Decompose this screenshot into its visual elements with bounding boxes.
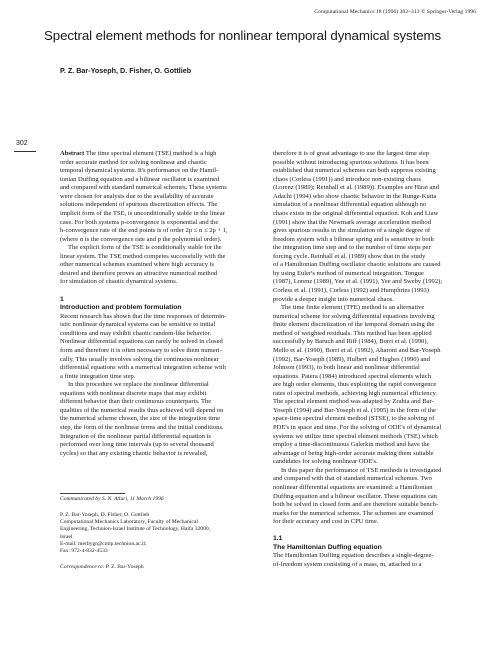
section-heading: The Hamiltonian Duffing equation	[273, 543, 382, 551]
spacer	[60, 287, 263, 296]
right-column-line: finite element discretization of the temporal domain using the	[273, 321, 435, 329]
right-column-line: systems we utilize time spectral element methods (TSE) which	[273, 432, 438, 440]
right-column-line: method of weighted residuals. This method has been applied	[273, 329, 432, 337]
right-column-line: candidates for solving nonlinear ODE's.	[273, 458, 378, 466]
right-column-line: of-freedom system consisting of a mass, m, attached to a	[273, 561, 422, 568]
left-column-line: solutions independent of spurious discretization effects. The	[60, 201, 218, 209]
left-column-line: h-convergence rate of the end points is of order 2p ≤ α ≤ 2p + 1,	[60, 227, 228, 235]
abstract-text: The time spectral element (TSE) method is a high	[84, 150, 217, 157]
right-column-line: Adachi (1994) who show chaotic behavior in the Runge-Kutta	[273, 192, 437, 200]
right-column-line: of a Hamiltonian Duffing oscillator chaotic solutions are caused	[273, 261, 441, 269]
left-column-line: differential equations with a numerical integration scheme with	[60, 364, 226, 372]
left-column-line: cally. This usually involves solving the continuous nonlinear	[60, 355, 219, 363]
right-column-line: PDE's in space and time. For the solving of ODE's of dynamical	[273, 424, 442, 431]
left-column-line: form and therefore it is often necessary to solve them numeri-	[60, 346, 222, 354]
right-column-line: In this paper the performance of TSE methods is investigated	[281, 466, 442, 474]
footnote-line	[60, 564, 270, 571]
right-column-line: chaos exists in the original differential equation. Koh and Liaw	[273, 209, 439, 217]
correspondence-label: Correspondence to:	[60, 564, 105, 571]
left-column-line: (where α is the convergence rate and p the polynomial order).	[60, 235, 222, 243]
left-column-line: step, the form of the nonlinear terms and the initial conditions.	[60, 424, 224, 431]
left-column	[60, 150, 263, 458]
page-number-rule	[14, 151, 36, 152]
left-column-line: istic nonlinear dynamical systems can be sensitive to initial	[60, 321, 216, 329]
right-column-line: established that numerical schemes can both suppress existing	[273, 167, 436, 175]
left-column-line: Nonlinear differential equations can rarely be solved in closed	[60, 338, 223, 346]
left-column-line: performed over long time intervals (up to several thousand	[60, 441, 214, 449]
right-column-line: The time finite element (TFE) method is an alternative	[281, 304, 425, 312]
spacer	[60, 503, 270, 512]
section-number: 1	[60, 295, 64, 303]
right-column-line: gives spurious results in the simulation of a single degree of	[273, 227, 431, 235]
right-column-line: equations. Patera (1984) introduced spectral elements which	[273, 372, 431, 380]
left-column-line: for simulation of chaotic dynamical systems.	[60, 278, 178, 286]
left-column-line: desired and therefore proves an attractive numerical method	[60, 269, 218, 277]
footnote-line: Communicated by S. N. Atluri, 11 March 1996	[60, 496, 164, 502]
left-column-line: different behavior than their continuous counterparts. The	[60, 398, 212, 406]
footnote-line: Israel	[60, 533, 73, 540]
right-column-line: by using Euler's method of numerical integration. Tongue	[273, 269, 424, 277]
right-column-line: Duffing equation and a bilinear oscillator. These equations can	[273, 492, 437, 500]
spacer	[60, 556, 270, 565]
abstract-label: Abstract	[60, 150, 85, 157]
footnote-line: Fax: 972-4-832-4533	[60, 548, 108, 555]
left-column-line: linear system. The TSE method competes successfully with the	[60, 252, 226, 260]
right-column-line: (1992), Bar-Yoseph (1989), Hulbert and Hughes (1990) and	[273, 355, 430, 363]
left-column-line: tonian Duffing equation and a bilinear oscillator is examined	[60, 175, 220, 183]
right-column-line: therefore it is of great advantage to use the largest time step	[273, 150, 430, 157]
right-column-line: forcing cycle. Reinhall et al. (1989) show that in the study	[273, 252, 426, 260]
right-column-line: freedom system with a bilinear spring and is sensitive to both	[273, 235, 434, 243]
right-column-line: the integration time step and to the number of time steps per	[273, 244, 431, 252]
journal-header: Computational Mechanics 18 (1996) 302–313 © Springer-Verlag 1996	[314, 9, 476, 15]
left-column-line: In this procedure we replace the nonlinear differential	[68, 381, 209, 389]
left-column-line: The explicit form of the TSE is conditionally stable for the	[68, 244, 222, 252]
left-column-line: other numerical schemes examined where high accuracy is	[60, 261, 214, 269]
left-column-line: Integration of the nonlinear partial differential equation is	[60, 432, 211, 440]
right-column-line: advantage of being high-order accurate making them suitable	[273, 449, 434, 457]
footnote-block	[60, 496, 270, 572]
right-column-line: Mello et al. (1990), Borri et al. (1992), Aharoni and Bar-Yoseph	[273, 346, 441, 354]
right-column-line: Corless et al. (1991), Corless (1992) and Humphries (1993)	[273, 287, 430, 294]
right-column-line: successfully by Baruch and Riff (1984), Borri et al. (1990),	[273, 338, 429, 346]
correspondence-name: P. Z. Bar-Yoseph	[104, 564, 144, 571]
right-column-line: provide a deeper insight into numerical chaos.	[273, 295, 394, 303]
right-column-line: (Lorenz (1989); Reinhall et al. (1989)). Examples are Hirai and	[273, 184, 439, 192]
right-column-line: employ a time-discontinuous Galerkin method and have the	[273, 441, 430, 449]
left-column-line: implicit form of the TSE, is unconditionally stable in the linear	[60, 209, 225, 217]
right-column-line: Johnson (1993), to both linear and nonlinear differential	[273, 364, 420, 372]
left-column-line: and compared with standard numerical schemes. These systems	[60, 184, 227, 192]
left-column-line: Recent research has shown that the time responses of determin-	[60, 312, 227, 320]
right-column-line: (1987), Lorenz (1989), Yee et al. (1991), Yee and Sweby (1992);	[273, 278, 443, 286]
right-column-line: The spectral element method was adapted by Zrahia and Bar-	[273, 398, 434, 406]
section-heading: Introduction and problem formulation	[60, 304, 182, 312]
left-column-line: order accurate method for solving nonlinear and chaotic	[60, 158, 207, 166]
left-column-line: the numerical scheme chosen, the size of the integration time	[60, 415, 220, 423]
left-column-line: a finite integration time step.	[60, 372, 136, 380]
author-list: P. Z. Bar-Yoseph, D. Fisher, O. Gottlieb	[60, 66, 192, 75]
footnote-line: Engineering, Technion-Israel Institute of Technology, Haifa 32000,	[60, 526, 211, 533]
right-column-line: space-time spectral element method (STSE), to the solving of	[273, 415, 435, 423]
left-column-line: cycles) so that any existing chaotic behavior is revealed,	[60, 449, 208, 457]
footnote-line: P. Z. Bar-Yoseph, D. Fisher, O. Gottlieb	[60, 511, 150, 518]
right-column-line: numerical scheme for solving differential equations involving	[273, 312, 435, 320]
page-number: 302	[16, 140, 28, 147]
left-column-line: equations with nonlinear discrete maps that may exhibit	[60, 389, 207, 397]
left-column-line: conditions and may exhibit chaotic random-like behavior.	[60, 329, 212, 337]
right-column-line: and compared with that of standard numerical schemes. Two	[273, 475, 432, 483]
right-column-line: nonlinear differential equations are examined: a Hamiltonian	[273, 483, 433, 491]
left-column-line: temporal dynamical systems. It's performance on the Hamil-	[60, 167, 219, 175]
left-column-line: case. For both systems p-convergence is exponential and the	[60, 218, 219, 226]
left-column-line: qualities of the numerical results thus achieved will depend on	[60, 406, 224, 414]
right-column-line: both be solved in closed form and are therefore suitable bench-	[273, 501, 439, 509]
spacer	[273, 527, 476, 536]
footnote-rule	[60, 493, 125, 494]
right-column	[273, 150, 476, 570]
right-column-line: chaos (Corless (1991)) and introduce non-existing chaos	[273, 175, 421, 183]
footnote-line: Computational Mechanics Laboratory, Faculty of Mechanical	[60, 519, 198, 526]
footnote-line: E-mail: merbygr@cmlp.technion.ac.il;	[60, 541, 147, 548]
right-column-line: simulation of a nonlinear differential equation although no	[273, 201, 427, 209]
right-column-line: Yoseph (1994) and Bar-Yoseph et al. (1995) in the form of the	[273, 406, 436, 414]
right-column-line: are high order elements, thus exploiting the rapid convergence	[273, 381, 437, 389]
right-column-line: for their accuracy and cost in CPU time.	[273, 518, 379, 526]
paper-title: Spectral element methods for nonlinear temporal dynamical systems	[44, 28, 442, 43]
left-column-line	[60, 150, 263, 159]
right-column-line: possible without introducing spurious solutions. It has been	[273, 158, 429, 166]
right-column-line: The Hamiltonian Duffing equation describes a single-degree-	[273, 552, 434, 560]
section-number: 1.1	[273, 535, 283, 543]
right-column-line: marks for the numerical schemes. The schemes are examined	[273, 509, 434, 517]
right-column-line: rates of spectral methods, achieving high numerical efficiency.	[273, 389, 437, 397]
left-column-line: were chosen for analysis due to the availability of accurate	[60, 192, 214, 200]
right-column-line: (1991) show that the Newmark average acceleration method	[273, 218, 431, 226]
